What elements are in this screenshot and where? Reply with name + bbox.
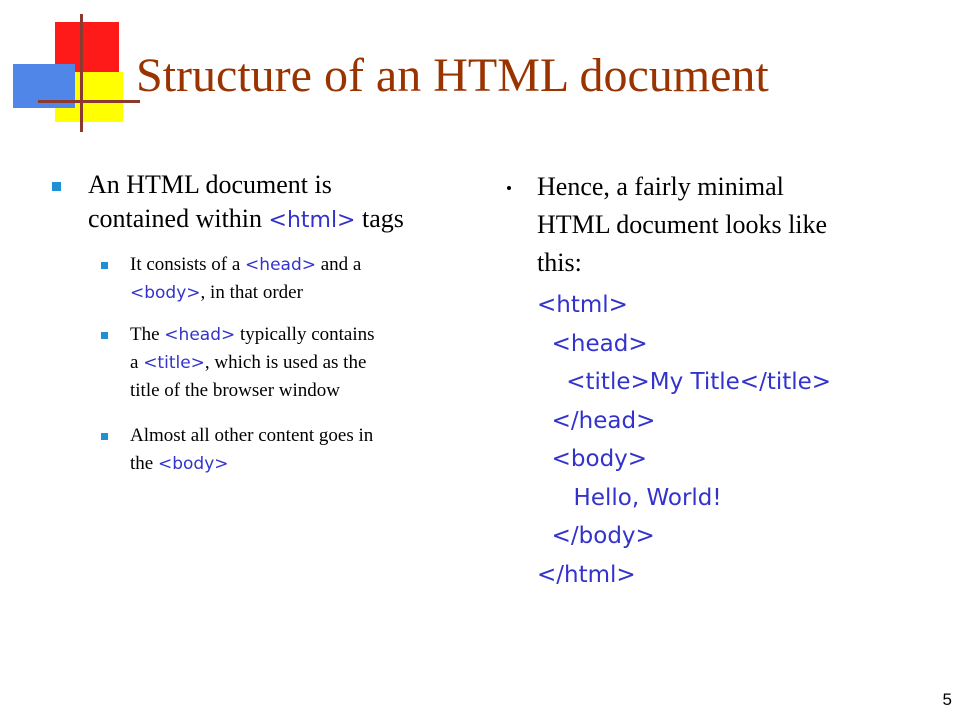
sub-bullet-head-contains [130,321,375,405]
code-sample [537,286,831,594]
code-line: Hello, World! [537,484,722,511]
bullet-text: and a [315,254,362,275]
bullet-line: An HTML document is [88,170,332,199]
bullet-line: HTML document looks like [537,210,828,239]
inline-code: <title> [143,353,205,373]
logo-horizontal-line [38,100,140,103]
bullet-text: contained within [88,204,269,233]
bullet-text: a [130,352,144,373]
bullet-text: The [130,324,165,345]
code-line: </html> [537,561,636,588]
inline-code: <html> [268,208,356,233]
code-line: <title>My Title</title> [537,369,832,395]
sub-bullet-line [130,321,375,349]
bullet-html-document [88,168,404,238]
sub-bullet-line [130,279,361,307]
bullet-text: the [130,453,158,474]
bullet-line [88,202,404,238]
sub-bullet-square-icon [101,262,108,269]
sub-bullet-line: title of the browser window [130,380,341,401]
bullet-text: typically contains [235,324,375,345]
code-line: <head> [537,330,648,357]
code-line: </head> [537,407,656,434]
inline-code: <head> [164,325,236,345]
bullet-text: It consists of a [130,254,246,275]
bullet-line: Hence, a fairly minimal [537,172,784,201]
page-number: 5 [942,690,952,709]
bullet-line: this: [537,248,582,277]
bullet-square-icon [52,182,61,191]
sub-bullet-line [130,349,375,377]
inline-code: <body> [130,283,201,303]
sub-bullet-line [130,251,361,279]
code-line: <html> [537,292,628,318]
sub-bullet-square-icon [101,433,108,440]
bullet-dot-icon [507,186,511,190]
bullet-text: , which is used as the [204,352,367,373]
bullet-minimal-document [537,168,827,282]
sub-bullet-other-content [130,422,373,478]
code-line: </body> [537,523,655,549]
logo-vertical-line [80,14,83,132]
inline-code: <head> [245,255,316,275]
sub-bullet-consists [130,251,361,307]
bullet-text: , in that order [200,282,303,303]
code-line: <body> [537,446,648,472]
inline-code: <body> [157,454,229,474]
bullet-text: tags [355,204,404,233]
sub-bullet-line [130,450,373,478]
sub-bullet-line: Almost all other content goes in [130,425,374,446]
sub-bullet-square-icon [101,332,108,339]
slide-title: Structure of an HTML document [136,49,769,102]
